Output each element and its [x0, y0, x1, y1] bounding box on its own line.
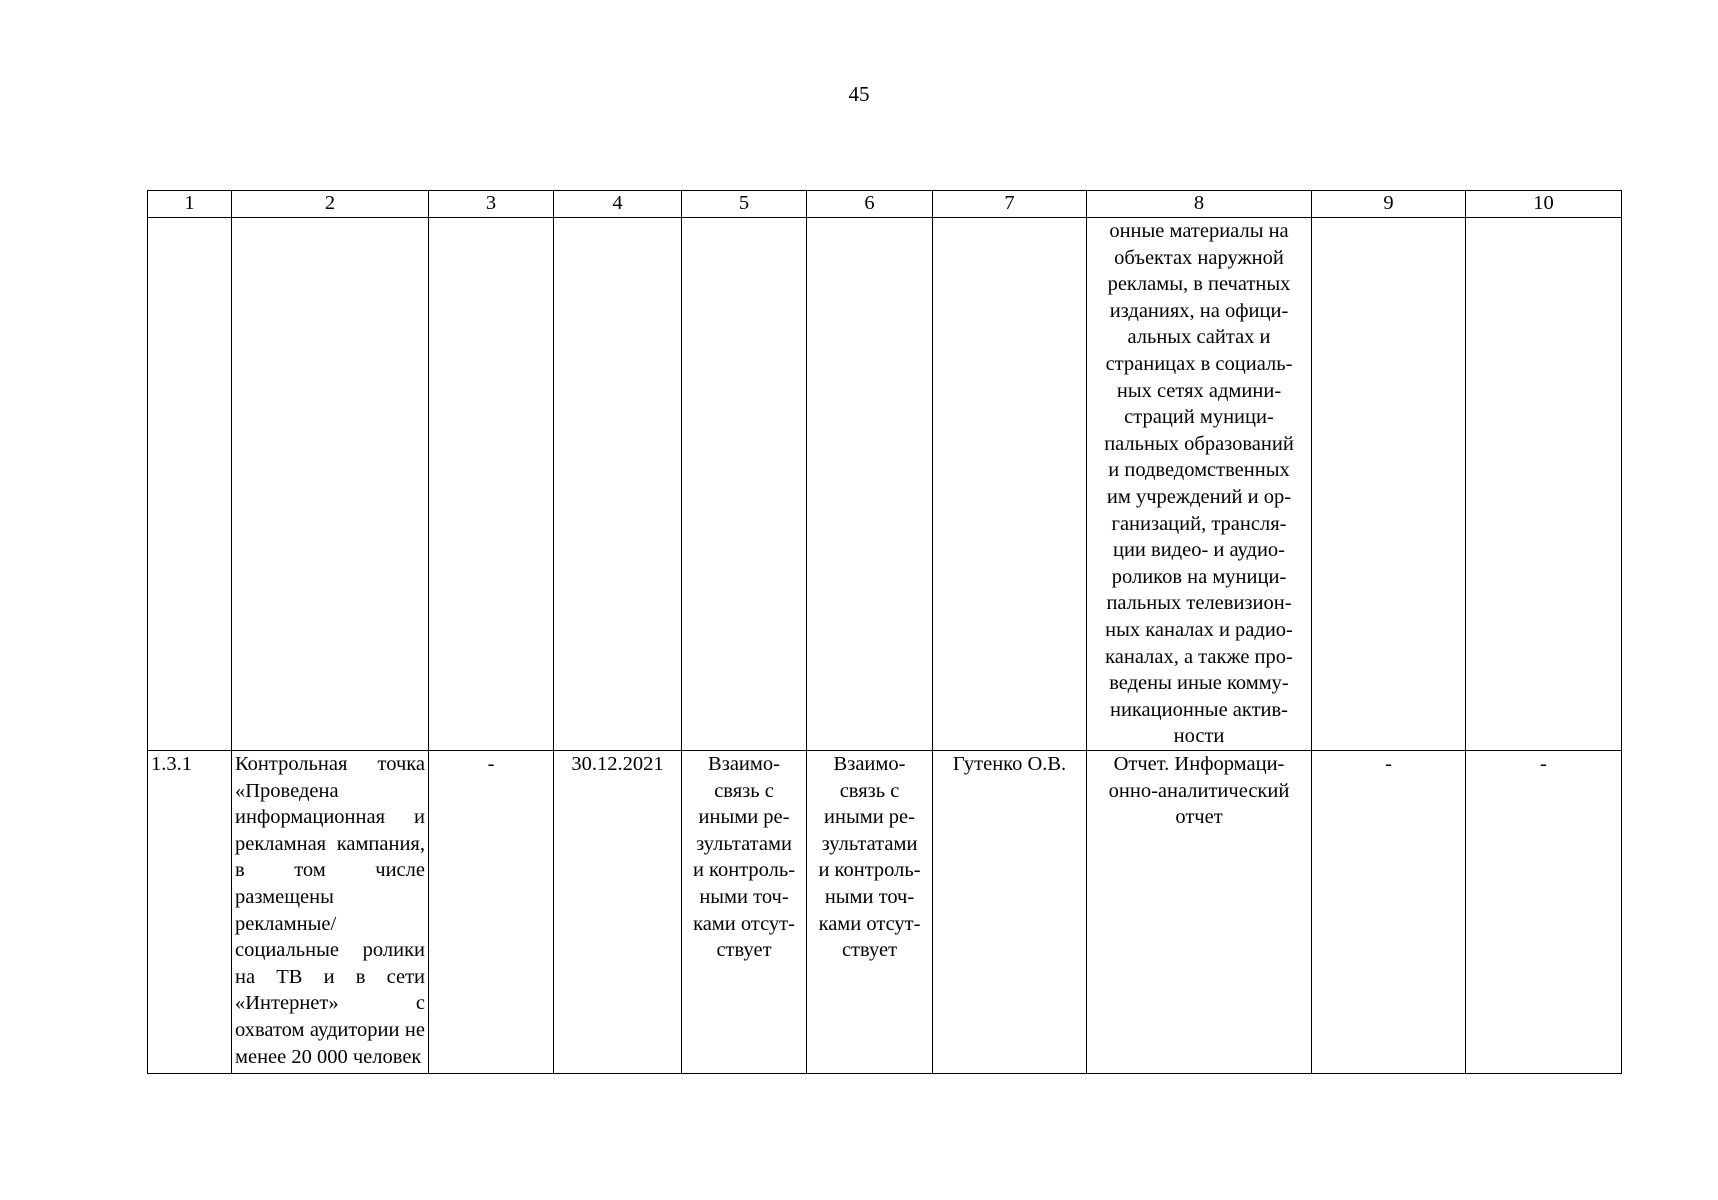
table-cell-report: Отчет. Информаци- онно-аналитический отчет: [1087, 751, 1312, 1074]
table-cell-relation: Взаимо- связь с иными ре- зультатами и контроль- ными точ- ками отсут- ствует: [807, 751, 933, 1074]
table-cell: [682, 218, 807, 751]
table-cell: -: [1312, 751, 1466, 1074]
table-cell: [148, 218, 232, 751]
table-row-continuation: [148, 218, 1622, 751]
table-cell: [232, 218, 429, 751]
table-cell-date: 30.12.2021: [554, 751, 682, 1074]
table-cell: [429, 218, 554, 751]
table-cell-control-point: Контрольная точка «Проведена информационная и рекламная кампания, в том числе размещены рекламные/ социальные ролики на ТВ и в сети «Интернет» с охватом аудитории не менее 20 000 человек: [232, 751, 429, 1074]
table-cell-responsible: Гутенко О.В.: [933, 751, 1087, 1074]
table-cell: [554, 218, 682, 751]
document-table: [147, 190, 1622, 1074]
column-header-1: 1: [148, 191, 232, 218]
table-cell: [1466, 218, 1622, 751]
header-row: [148, 191, 1622, 218]
table-cell: -: [429, 751, 554, 1074]
page-number: 45: [848, 82, 870, 106]
table-row-1-3-1: [148, 751, 1622, 1074]
column-header-8: 8: [1087, 191, 1312, 218]
table-cell-relation: Взаимо- связь с иными ре- зультатами и контроль- ными точ- ками отсут- ствует: [682, 751, 807, 1074]
table-cell-number: 1.3.1: [148, 751, 232, 1074]
column-header-10: 10: [1466, 191, 1622, 218]
column-header-5: 5: [682, 191, 807, 218]
table-cell: [807, 218, 933, 751]
column-header-7: 7: [933, 191, 1087, 218]
table-cell: -: [1466, 751, 1622, 1074]
column-header-3: 3: [429, 191, 554, 218]
column-header-4: 4: [554, 191, 682, 218]
column-header-9: 9: [1312, 191, 1466, 218]
table-cell: [1312, 218, 1466, 751]
table-cell-result-description: онные материалы на объектах наружной рекламы, в печатных изданиях, на офици- альных сайтах и страницах в социаль- ных сетях админи- страций муници- пальных образований и подведомственных им учреждений и ор- ганизаций, трансля- ции видео- и аудио- роликов на муници- пальных телевизион- ных каналах и радио- каналах, а также про- ведены иные комму- никационные актив- ности: [1087, 218, 1312, 751]
column-header-6: 6: [807, 191, 933, 218]
column-header-2: 2: [232, 191, 429, 218]
table-cell: [933, 218, 1087, 751]
